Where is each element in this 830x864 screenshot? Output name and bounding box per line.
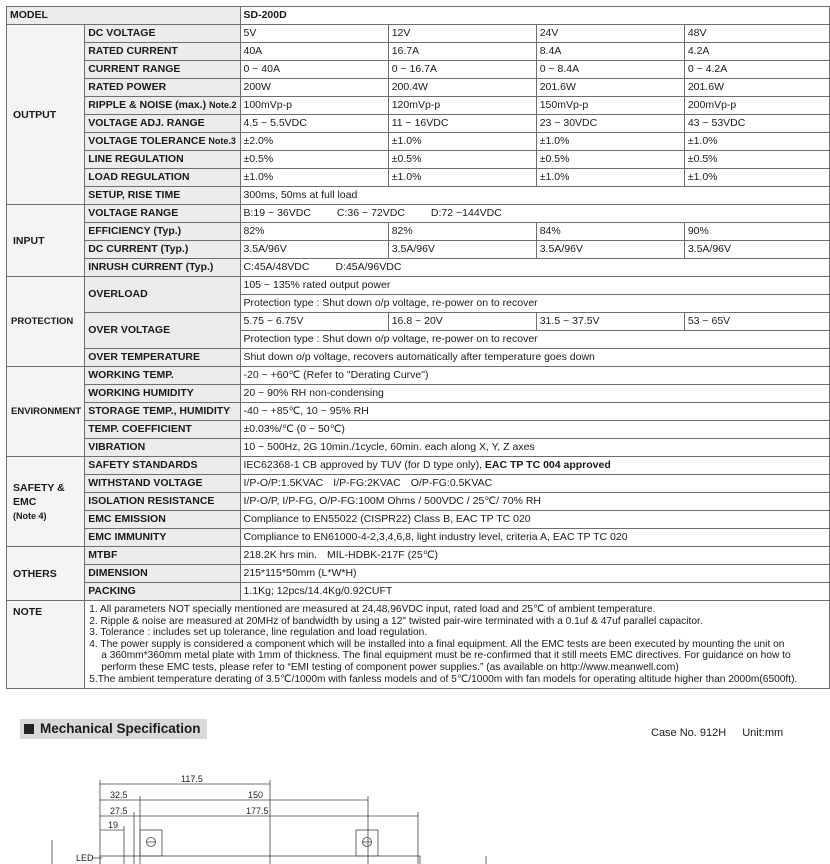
withstand-a: I/P-O/P:1.5KVAC — [243, 477, 324, 489]
row-label: WORKING TEMP. — [85, 367, 240, 385]
row-label: WITHSTAND VOLTAGE — [85, 475, 240, 493]
cell: ±1.0% — [388, 169, 536, 187]
table-row — [7, 205, 830, 223]
cell: 11 ~ 16VDC — [388, 115, 536, 133]
mechanical-drawing — [0, 760, 830, 864]
case-number: Case No. 912H — [651, 727, 727, 739]
row-label: DC VOLTAGE — [85, 25, 240, 43]
note-line: 3. Tolerance : includes set up tolerance, line regulation and load regulation. — [89, 627, 428, 639]
cell: 16.7A — [388, 43, 536, 61]
section-title-line: EMC — [13, 495, 37, 508]
row-label-text: RIPPLE & NOISE (max.) — [88, 99, 207, 111]
range-c: C:36 ~ 72VDC — [336, 207, 405, 219]
cell: 23 ~ 30VDC — [536, 115, 684, 133]
section-others: OTHERS — [7, 547, 85, 601]
cell: Protection type : Shut down o/p voltage, re-power on to recover — [240, 331, 830, 349]
table-row — [7, 403, 830, 421]
model-value: SD-200D — [240, 7, 830, 25]
row-label: TEMP. COEFFICIENT — [85, 421, 240, 439]
cell: 120mVp-p — [388, 97, 536, 115]
cell: 20 ~ 90% RH non-condensing — [240, 385, 830, 403]
cell: 53 ~ 65V — [684, 313, 829, 331]
cell: 3.5A/96V — [684, 241, 829, 259]
table-row — [7, 511, 830, 529]
cell: 200W — [240, 79, 388, 97]
cell: 8.4A — [536, 43, 684, 61]
cell: 100mVp-p — [240, 97, 388, 115]
table-row — [7, 43, 830, 61]
withstand-b: I/P-FG:2KVAC — [333, 477, 401, 489]
cell: 24V — [536, 25, 684, 43]
table-row — [7, 259, 830, 277]
cell: 10 ~ 500Hz, 2G 10min./1cycle, 60min. each along X, Y, Z axes — [240, 439, 830, 457]
led-label: LED — [76, 853, 94, 863]
note-line: 1. All parameters NOT specially mentioned are measured at 24,48,96VDC input, rated load and 25℃ of ambient temperature. — [89, 604, 656, 615]
row-label: STORAGE TEMP., HUMIDITY — [85, 403, 240, 421]
row-label: ISOLATION RESISTANCE — [85, 493, 240, 511]
table-row — [7, 565, 830, 583]
cell: 82% — [388, 223, 536, 241]
withstand-c: O/P-FG:0.5KVAC — [410, 477, 493, 489]
cell: ±0.5% — [536, 151, 684, 169]
cell: ±2.0% — [240, 133, 388, 151]
cell: 5.75 ~ 6.75V — [240, 313, 388, 331]
row-label: OVER TEMPERATURE — [85, 349, 240, 367]
cell: 105 ~ 135% rated output power — [240, 277, 830, 295]
standards-eac: EAC TP TC 004 approved — [484, 459, 611, 471]
section-safety-emc — [7, 457, 85, 547]
note-line: 2. Ripple & noise are measured at 20MHz of bandwidth by using a 12" twisted pair-wire terminated with a 0.1uf & 47uf parallel capacitor. — [89, 615, 703, 627]
note-line: 5.The ambient temperature derating of 3.5℃/1000m with fanless models and of 5℃/1000m with fan models for operating altitude higher than 2000m(6500ft). — [89, 673, 798, 685]
cell: 201.6W — [536, 79, 684, 97]
cell: 0 ~ 40A — [240, 61, 388, 79]
table-row — [7, 169, 830, 187]
cell: 90% — [684, 223, 829, 241]
note-line: 4. The power supply is considered a component which will be installed into a final equipment. All the EMC tests are been executed by mounting the unit on — [89, 638, 785, 650]
table-row — [7, 475, 830, 493]
cell: Compliance to EN55022 (CISPR22) Class B, EAC TP TC 020 — [240, 511, 830, 529]
mechanical-title-text: Mechanical Specification — [40, 721, 201, 736]
cell: ±0.5% — [388, 151, 536, 169]
table-row — [7, 79, 830, 97]
inrush-c: C:45A/48VDC — [243, 261, 310, 273]
row-label: DIMENSION — [85, 565, 240, 583]
inrush-d: D:45A/96VDC — [335, 261, 402, 273]
table-row — [7, 439, 830, 457]
cell: 84% — [536, 223, 684, 241]
cell: 3.5A/96V — [240, 241, 388, 259]
table-row — [7, 421, 830, 439]
row-label: SETUP, RISE TIME — [85, 187, 240, 205]
cell: ±1.0% — [536, 169, 684, 187]
range-b: B:19 ~ 36VDC — [243, 207, 311, 219]
row-label: INRUSH CURRENT (Typ.) — [85, 259, 240, 277]
row-label: WORKING HUMIDITY — [85, 385, 240, 403]
cell: 150mVp-p — [536, 97, 684, 115]
dim-32-5: 32.5 — [110, 790, 128, 800]
table-row — [7, 187, 830, 205]
row-label: RATED CURRENT — [85, 43, 240, 61]
table-row — [7, 133, 830, 151]
section-title-line: SAFETY & — [13, 481, 65, 494]
cell: ±1.0% — [388, 133, 536, 151]
row-label: LINE REGULATION — [85, 151, 240, 169]
table-row — [7, 313, 830, 331]
cell: ±1.0% — [536, 133, 684, 151]
note-text — [85, 601, 830, 689]
row-label: EMC IMMUNITY — [85, 529, 240, 547]
cell: 3.5A/96V — [388, 241, 536, 259]
cell: 4.2A — [684, 43, 829, 61]
cell: Protection type : Shut down o/p voltage, re-power on to recover — [240, 295, 830, 313]
cell: 43 ~ 53VDC — [684, 115, 829, 133]
cell: 31.5 ~ 37.5V — [536, 313, 684, 331]
model-label: MODEL — [7, 7, 241, 25]
row-label: PACKING — [85, 583, 240, 601]
cell: Shut down o/p voltage, recovers automatically after temperature goes down — [240, 349, 830, 367]
cell: 215*115*50mm (L*W*H) — [240, 565, 830, 583]
cell — [240, 205, 830, 223]
cell: 0 ~ 16.7A — [388, 61, 536, 79]
cell: I/P-O/P, I/P-FG, O/P-FG:100M Ohms / 500VDC / 25℃/ 70% RH — [240, 493, 830, 511]
cell — [240, 259, 830, 277]
cell: 300ms, 50ms at full load — [240, 187, 830, 205]
row-label: EFFICIENCY (Typ.) — [85, 223, 240, 241]
cell: 201.6W — [684, 79, 829, 97]
table-row — [7, 349, 830, 367]
square-bullet-icon — [24, 724, 34, 734]
dim-117-5: 117.5 — [181, 774, 203, 784]
cell: 200mVp-p — [684, 97, 829, 115]
cell — [240, 457, 830, 475]
row-label: OVERLOAD — [85, 277, 240, 313]
cell: 0 ~ 4.2A — [684, 61, 829, 79]
specification-table — [6, 6, 830, 689]
section-note: NOTE — [7, 601, 85, 689]
cell: 1.1Kg; 12pcs/14.4Kg/0.92CUFT — [240, 583, 830, 601]
cell: 16.8 ~ 20V — [388, 313, 536, 331]
cell — [240, 547, 830, 565]
table-row — [7, 583, 830, 601]
row-label: VOLTAGE RANGE — [85, 205, 240, 223]
table-row — [7, 601, 830, 689]
dim-19: 19 — [108, 820, 119, 830]
row-label-text: VOLTAGE TOLERANCE — [88, 135, 206, 147]
cell: 12V — [388, 25, 536, 43]
row-label — [85, 133, 240, 151]
cell: 0 ~ 8.4A — [536, 61, 684, 79]
row-label: DC CURRENT (Typ.) — [85, 241, 240, 259]
table-row — [7, 115, 830, 133]
row-label — [85, 97, 240, 115]
cell: -40 ~ +85℃, 10 ~ 95% RH — [240, 403, 830, 421]
row-label: MTBF — [85, 547, 240, 565]
section-protection: PROTECTION — [7, 277, 85, 367]
cell: ±1.0% — [684, 133, 829, 151]
cell: Compliance to EN61000-4-2,3,4,6,8, light industry level, criteria A, EAC TP TC 020 — [240, 529, 830, 547]
case-info — [651, 727, 783, 739]
row-label: LOAD REGULATION — [85, 169, 240, 187]
cell: ±0.5% — [240, 151, 388, 169]
row-label: OVER VOLTAGE — [85, 313, 240, 349]
cell: 5V — [240, 25, 388, 43]
standards-text: IEC62368-1 CB approved by TUV (for D type only), — [243, 459, 485, 471]
dim-177-5: 177.5 — [246, 806, 269, 816]
cell: ±0.5% — [684, 151, 829, 169]
cell: 3.5A/96V — [536, 241, 684, 259]
table-row — [7, 241, 830, 259]
note-ref: Note.2 — [208, 100, 237, 110]
mechanical-spec-heading — [20, 719, 207, 739]
table-row — [7, 457, 830, 475]
section-input: INPUT — [7, 205, 85, 277]
table-row — [7, 223, 830, 241]
section-environment: ENVIRONMENT — [7, 367, 85, 457]
row-label: SAFETY STANDARDS — [85, 457, 240, 475]
cell: 4.5 ~ 5.5VDC — [240, 115, 388, 133]
table-row — [7, 97, 830, 115]
cell: 82% — [240, 223, 388, 241]
row-label: CURRENT RANGE — [85, 61, 240, 79]
table-row — [7, 277, 830, 295]
row-label: VIBRATION — [85, 439, 240, 457]
cell: ±1.0% — [684, 169, 829, 187]
table-row — [7, 529, 830, 547]
table-row — [7, 151, 830, 169]
cell: -20 ~ +60℃ (Refer to "Derating Curve") — [240, 367, 830, 385]
table-row — [7, 367, 830, 385]
row-label: VOLTAGE ADJ. RANGE — [85, 115, 240, 133]
table-row — [7, 385, 830, 403]
section-note: (Note 4) — [13, 510, 47, 521]
note-line: perform these EMC tests, please refer to “EMI testing of component power supplies.” (as available on http://www.meanwell.com) — [101, 661, 679, 673]
unit-label: Unit:mm — [742, 727, 784, 739]
table-row — [7, 25, 830, 43]
mtbf-hours: 218.2K hrs min. — [243, 549, 318, 561]
cell: 40A — [240, 43, 388, 61]
table-row — [7, 61, 830, 79]
note-line: a 360mm*360mm metal plate with 1mm of thickness. The final equipment must be re-confirmed that it still meets EMC directives. For guidance on how to — [101, 650, 791, 662]
row-label: EMC EMISSION — [85, 511, 240, 529]
range-d: D:72 ~144VDC — [430, 207, 502, 219]
cell — [240, 475, 830, 493]
row-label: RATED POWER — [85, 79, 240, 97]
cell: ±0.03%/℃ (0 ~ 50℃) — [240, 421, 830, 439]
cell: 48V — [684, 25, 829, 43]
note-ref: Note.3 — [208, 136, 236, 146]
table-row — [7, 493, 830, 511]
mtbf-standard: MIL-HDBK-217F (25℃) — [327, 549, 439, 561]
cell: ±1.0% — [240, 169, 388, 187]
table-row — [7, 547, 830, 565]
dim-150: 150 — [248, 790, 264, 800]
section-output: OUTPUT — [7, 25, 85, 205]
model-row — [7, 7, 830, 25]
cell: 200.4W — [388, 79, 536, 97]
dim-27-5: 27.5 — [110, 806, 128, 816]
